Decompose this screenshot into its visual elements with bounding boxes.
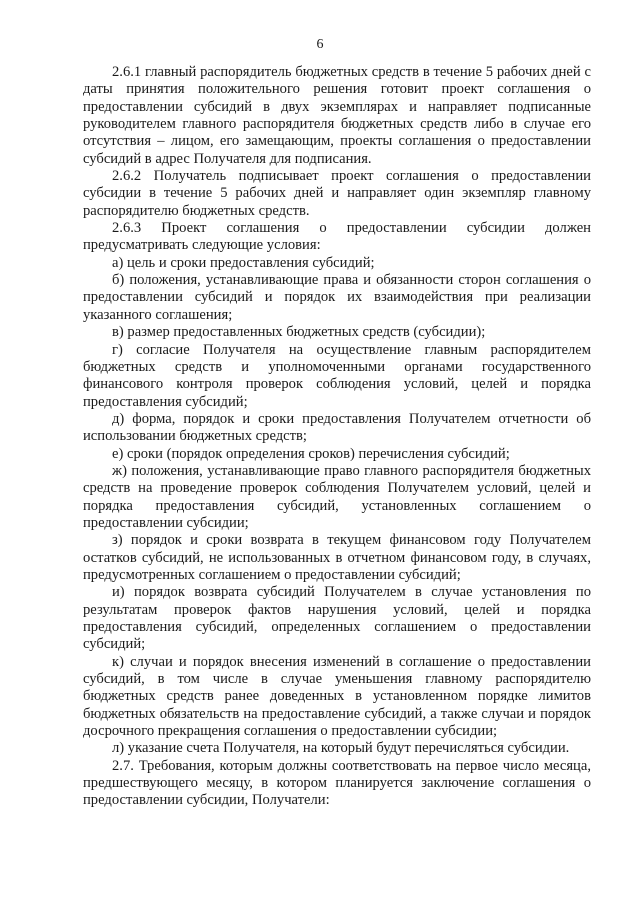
paragraph-2-6-3: 2.6.3 Проект соглашения о предоставлении субсидии должен предусматривать следующие условия:: [83, 220, 591, 254]
paragraph-2-7: 2.7. Требования, которым должны соответствовать на первое число месяца, предшествующего месяцу, в котором планируется заключение соглашения о предоставлении субсидии, Получатели:: [83, 757, 591, 809]
list-item-b: б) положения, устанавливающие права и обязанности сторон соглашения о предоставлении субсидий и порядок их взаимодействия при реализации указанного соглашения;: [83, 272, 591, 323]
list-item-d: д) форма, порядок и сроки предоставления Получателем отчетности об использовании бюджетных средств;: [83, 410, 591, 445]
list-item-g: г) согласие Получателя на осуществление главным распорядителем бюджетных средств и уполномоченными органами государственного финансового контроля проверок соблюдения условий, целей и порядка предоставления субсидий;: [83, 341, 591, 410]
list-item-a: а) цель и сроки предоставления субсидий;: [112, 254, 375, 271]
paragraph-2-6-2: 2.6.2 Получатель подписывает проект соглашения о предоставлении субсидии в течение 5 рабочих дней и направляет один экземпляр главному распорядителю бюджетных средств.: [83, 168, 591, 219]
list-item-e: е) сроки (порядок определения сроков) перечисления субсидий;: [112, 445, 510, 462]
paragraph-2-6-1: 2.6.1 главный распорядитель бюджетных средств в течение 5 рабочих дней с даты принятия положительного решения готовит проект соглашения о предоставлении субсидий в двух экземплярах и направляет подписанные руководителем главного распорядителя бюджетных средств либо в случае его отсутствия – лицом, его замещающим, проекты соглашения о предоставлении субсидий в адрес Получателя для подписания.: [83, 64, 591, 167]
document-body: [83, 64, 591, 810]
page-number: 6: [316, 37, 324, 52]
list-item-l: л) указание счета Получателя, на который будут перечисляться субсидии.: [112, 740, 570, 757]
list-item-zh: ж) положения, устанавливающие право главного распорядителя бюджетных средств на проведение проверок соблюдения Получателем условий, целей и порядка предоставления субсидий, установленных соглашением о предоставлении субсидии;: [83, 462, 591, 531]
list-item-k: к) случаи и порядок внесения изменений в соглашение о предоставлении субсидий, в том числе в случае уменьшения главному распорядителю бюджетных средств ранее доведенных в установленном порядке лимитов бюджетных обязательств на предоставление субсидий, а также случаи и порядок досрочного прекращения соглашения о предоставлении субсидии;: [83, 653, 591, 740]
list-item-v: в) размер предоставленных бюджетных средств (субсидии);: [112, 324, 486, 341]
list-item-z: з) порядок и сроки возврата в текущем финансовом году Получателем остатков субсидий, не использованных в отчетном финансовом году, в случаях, предусмотренных соглашением о предоставлении субсидий;: [83, 532, 591, 583]
list-item-i: и) порядок возврата субсидий Получателем в случае установления по результатам проверок фактов нарушения условий, целей и порядка предоставления субсидий, определенных соглашением о предоставлении субсидий;: [83, 584, 591, 653]
